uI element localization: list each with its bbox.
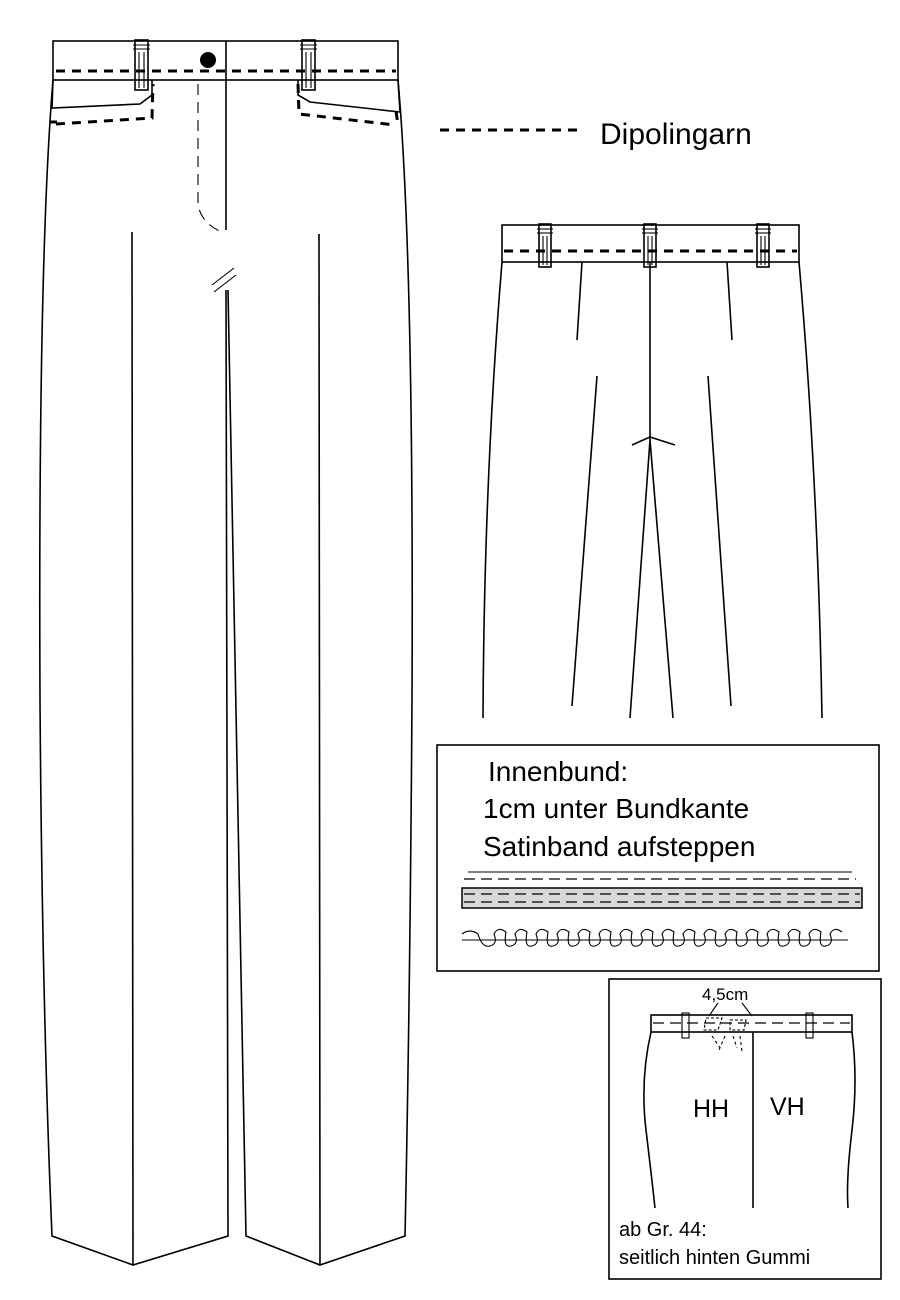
back-crease-right [708,376,731,706]
front-crotch-mark-1 [212,268,234,285]
inner-waistband-line1: 1cm unter Bundkante [483,793,750,824]
back-dart-left [577,262,582,340]
front-crease-left [132,232,133,1265]
elastic-insert-marks [704,1018,746,1030]
elastic-measure-arrow-right [742,1003,752,1016]
back-view [483,224,822,718]
elastic-measure-arrow-left [709,1003,718,1016]
legend-label: Dipolingarn [600,118,752,151]
back-dart-right [727,262,732,340]
elastic-front-label: VH [770,1093,805,1121]
elastic-measure: 4,5cm [702,985,749,1004]
elastic-outline-left [644,1032,655,1208]
front-view [40,40,412,1265]
inner-waistband-line2: Satinband aufsteppen [483,831,756,862]
front-pocket-right [298,80,400,112]
elastic-outline-right [848,1032,856,1208]
back-crotch-point [632,437,675,445]
elastic-gather-marks [712,1036,742,1052]
front-crotch-mark-2 [214,275,236,292]
back-inseams [630,440,673,718]
elastic-belt-loop-right [806,1013,813,1038]
back-belt-loop-center [642,224,658,267]
front-crease-right [319,234,320,1265]
elastic-back-label: HH [693,1095,730,1123]
satin-band [462,888,862,908]
front-button [200,52,216,68]
back-outseam-left [483,262,502,718]
back-crease-left [572,376,597,706]
back-outseam-right [799,262,822,718]
front-belt-loop-left [133,40,150,90]
elastic-size-line: ab Gr. 44: [619,1219,707,1241]
elastic-belt-loop-left [682,1013,689,1038]
front-left-leg-outline [40,80,228,1265]
front-pocket-left [52,80,152,108]
legend [440,118,752,151]
front-belt-loop-right [300,40,317,90]
back-belt-loop-left [537,224,553,267]
front-fly-stitch [198,84,222,232]
elastic-detail-line: seitlich hinten Gummi [619,1247,811,1269]
inner-waistband-box [437,745,879,971]
overlock-stitch [462,929,842,946]
back-belt-loop-right [755,224,771,267]
front-pocket-right-stitch-end [396,111,398,125]
inner-waistband-title: Innenbund: [488,756,629,787]
elastic-waistband [651,1015,852,1032]
elastic-box [609,979,881,1279]
